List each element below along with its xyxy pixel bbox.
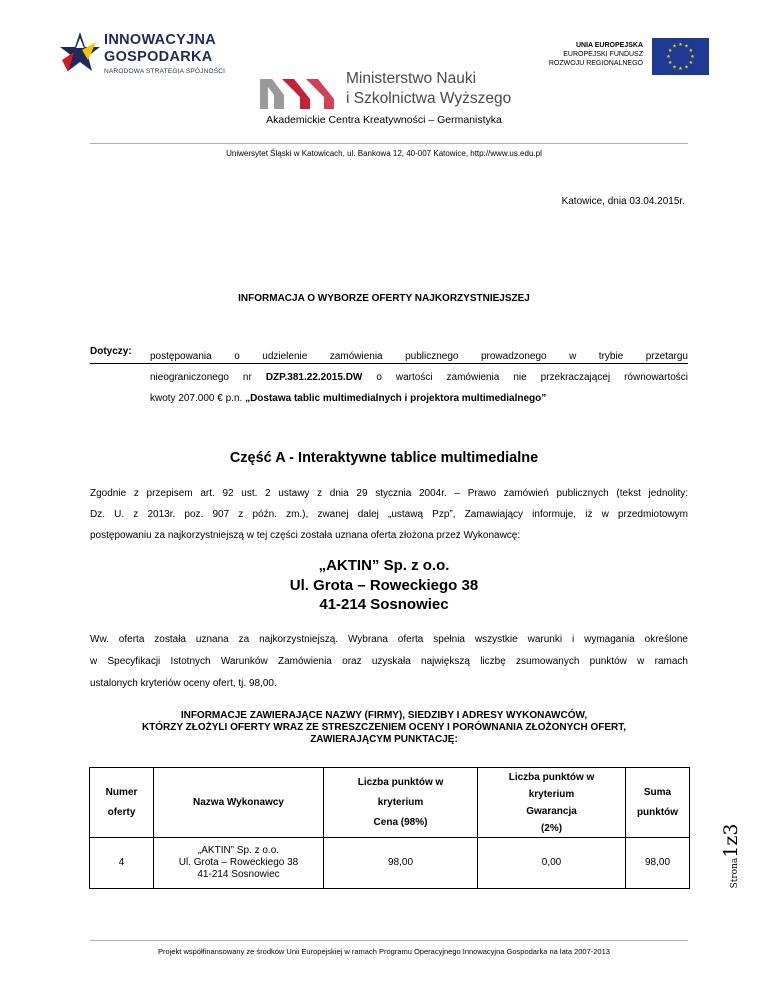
ig-star-icon (58, 30, 102, 74)
page-marker-rotated (720, 824, 742, 889)
header-col3-line1: Liczba punktów w (357, 776, 444, 788)
cell-price-points: 98,00 (324, 838, 478, 889)
svg-text:★: ★ (688, 48, 694, 54)
offers-info-heading (0, 710, 768, 746)
svg-text:★: ★ (684, 64, 689, 71)
cell-name-line3: 41-214 Sosnowiec (197, 869, 280, 880)
svg-text:★: ★ (688, 60, 694, 66)
part-a-title: Część A - Interaktywne tablice multimedialne (229, 450, 539, 466)
subject-body (150, 346, 688, 409)
cell-total: 98,00 (626, 838, 690, 889)
table-row (90, 838, 690, 889)
svg-text:★: ★ (666, 54, 671, 60)
paragraph1-line1: Zgodnie z przepisem art. 92 ust. 2 ustawy z dnia 29 stycznia 2004r. – Prawo zamówień publicznych (tekst jednolity: (90, 488, 688, 499)
subject-line3-pre: kwoty 207.000 € p.n. (150, 393, 246, 404)
eu-flag-icon (652, 38, 709, 75)
paragraph-legal-basis (90, 483, 688, 546)
ig-logo-line1: INNOWACYJNA (104, 32, 217, 48)
paragraph2-line2: w Specyfikacji Istotnych Warunków Zamówienia oraz uzyskała największą liczbę zsumowanych punktów w ramach (90, 656, 688, 667)
svg-text:★: ★ (678, 66, 683, 72)
ig-logo-line2: GOSPODARKA (104, 49, 213, 65)
subject-line2 (150, 367, 688, 388)
header-price-points (324, 768, 478, 838)
eu-logo-line3: ROZWOJU REGIONALNEGO (548, 60, 643, 67)
paragraph1-line3: postępowaniu za najkorzystniejszą w tej części została uznana oferta złożona przez Wykonawcę: (90, 530, 521, 541)
header-col4-line1: Liczba punktów w (508, 771, 595, 783)
svg-text:★: ★ (684, 43, 689, 50)
subject-line2-pre: nieograniczonego nr (150, 372, 266, 383)
ministry-name-line1: Ministerstwo Nauki (346, 70, 477, 87)
cell-name-line1: „AKTIN” Sp. z o.o. (197, 845, 280, 856)
innowacyjna-gospodarka-logo (58, 30, 258, 85)
eu-logo-text (549, 41, 643, 68)
header-total: Suma punktów (626, 768, 690, 838)
cell-contractor-name (154, 838, 324, 889)
svg-text:★: ★ (667, 48, 673, 54)
cell-name-line2: Ul. Grota – Roweckiego 38 (178, 857, 299, 868)
paragraph1-line2: Dz. U. z 2013r. poz. 907 z późn. zm.), zwanej dalej „ustawą Pzp”, Zamawiający informuje, iż w przedmiotowym (90, 509, 688, 520)
tender-number: DZP.381.22.2015.DW (265, 372, 363, 383)
eu-logo-line1: UNIA EUROPEJSKA (575, 42, 643, 49)
info-heading-line3: ZAWIERAJĄCYM PUNKTACJĘ: (310, 734, 458, 745)
winner-block (0, 556, 768, 615)
subject-line1: postępowania o udzielenie zamówienia publicznego prowadzonego w trybie przetargu (150, 351, 688, 362)
ministry-name-line2: i Szkolnictwa Wyższego (346, 90, 512, 107)
table-header-row (90, 768, 690, 838)
paragraph-justification (90, 629, 688, 695)
page-marker (716, 822, 746, 890)
info-heading-line1: INFORMACJE ZAWIERAJĄCE NAZWY (FIRMY), SIEDZIBY I ADRESY WYKONAWCÓW, (180, 710, 588, 721)
footer-divider (90, 940, 688, 941)
header-warranty-points (478, 768, 626, 838)
eu-logo-line2: EUROPEJSKI FUNDUSZ (563, 51, 643, 58)
academic-centre-title: Akademickie Centra Kreatywności – Germanistyka (266, 114, 502, 126)
winner-name: „AKTIN” Sp. z o.o. (318, 557, 450, 574)
svg-text:★: ★ (667, 60, 673, 66)
subject-label: Dotyczy: (90, 346, 132, 357)
header-col4-line2: kryterium (528, 788, 575, 800)
svg-text:★: ★ (678, 42, 683, 48)
paragraph2-line1: Ww. oferta została uznana za najkorzystniejszą. Wybrana oferta spełnia wszystkie warunki i wymagania określone (90, 634, 688, 645)
offers-table (89, 767, 690, 889)
document-date: Katowice, dnia 03.04.2015r. (561, 196, 685, 207)
winner-street: Ul. Grota – Roweckiego 38 (289, 576, 479, 594)
header-col3-line3: Cena (98%) (373, 816, 428, 828)
winner-city: 41-214 Sosnowiec (319, 596, 449, 613)
page-marker-label: Strona (730, 857, 740, 889)
document-title: INFORMACJA O WYBORZE OFERTY NAJKORZYSTNIEJSZEJ (238, 293, 530, 304)
info-heading-line2: KTÓRZY ZŁOŻYLI OFERTY WRAZ ZE STRESZCZENIEM OCENY I PORÓWNANIA ZŁOŻONYCH OFERT, (141, 722, 627, 733)
header-offer-number (90, 768, 154, 838)
page-marker-number: 1z3 (720, 823, 742, 858)
header-col4-line4: (2%) (540, 822, 563, 834)
ig-logo-line3: NARODOWA STRATEGIA SPÓJNOŚCI (104, 68, 226, 75)
cell-warranty-points: 0,00 (478, 838, 626, 889)
footer-text: Projekt współfinansowany ze środków Unii Europejskiej w ramach Programu Operacyjnego Innowacyjna Gospodarka na lata 2007-2013 (158, 947, 610, 956)
header-col1-line2: oferty (107, 806, 136, 818)
tender-title: „Dostawa tablic multimedialnych i projektora multimedialnego” (245, 393, 547, 404)
header-contractor-name: Nazwa Wykonawcy (154, 768, 324, 838)
svg-text:★: ★ (672, 64, 677, 71)
subject-line2-post: o wartości zamówienia nie przekraczającej równowartości (362, 372, 689, 383)
svg-text:★: ★ (690, 54, 695, 60)
university-address: Uniwersytet Śląski w Katowicach, ul. Bankowa 12, 40-007 Katowice, http://www.us.edu.pl (226, 149, 542, 158)
header-col3-line2: kryterium (377, 796, 424, 808)
header-col4-line3: Gwarancja (526, 805, 577, 817)
cell-offer-number: 4 (90, 838, 154, 889)
header-divider (90, 143, 688, 144)
paragraph2-line3: ustalonych kryteriów oceny ofert, tj. 98,00. (90, 678, 277, 689)
subject-line3 (150, 388, 688, 409)
svg-text:★: ★ (672, 43, 677, 50)
ministry-logo-icon (260, 73, 340, 109)
header-col1-line1: Numer (105, 786, 138, 798)
